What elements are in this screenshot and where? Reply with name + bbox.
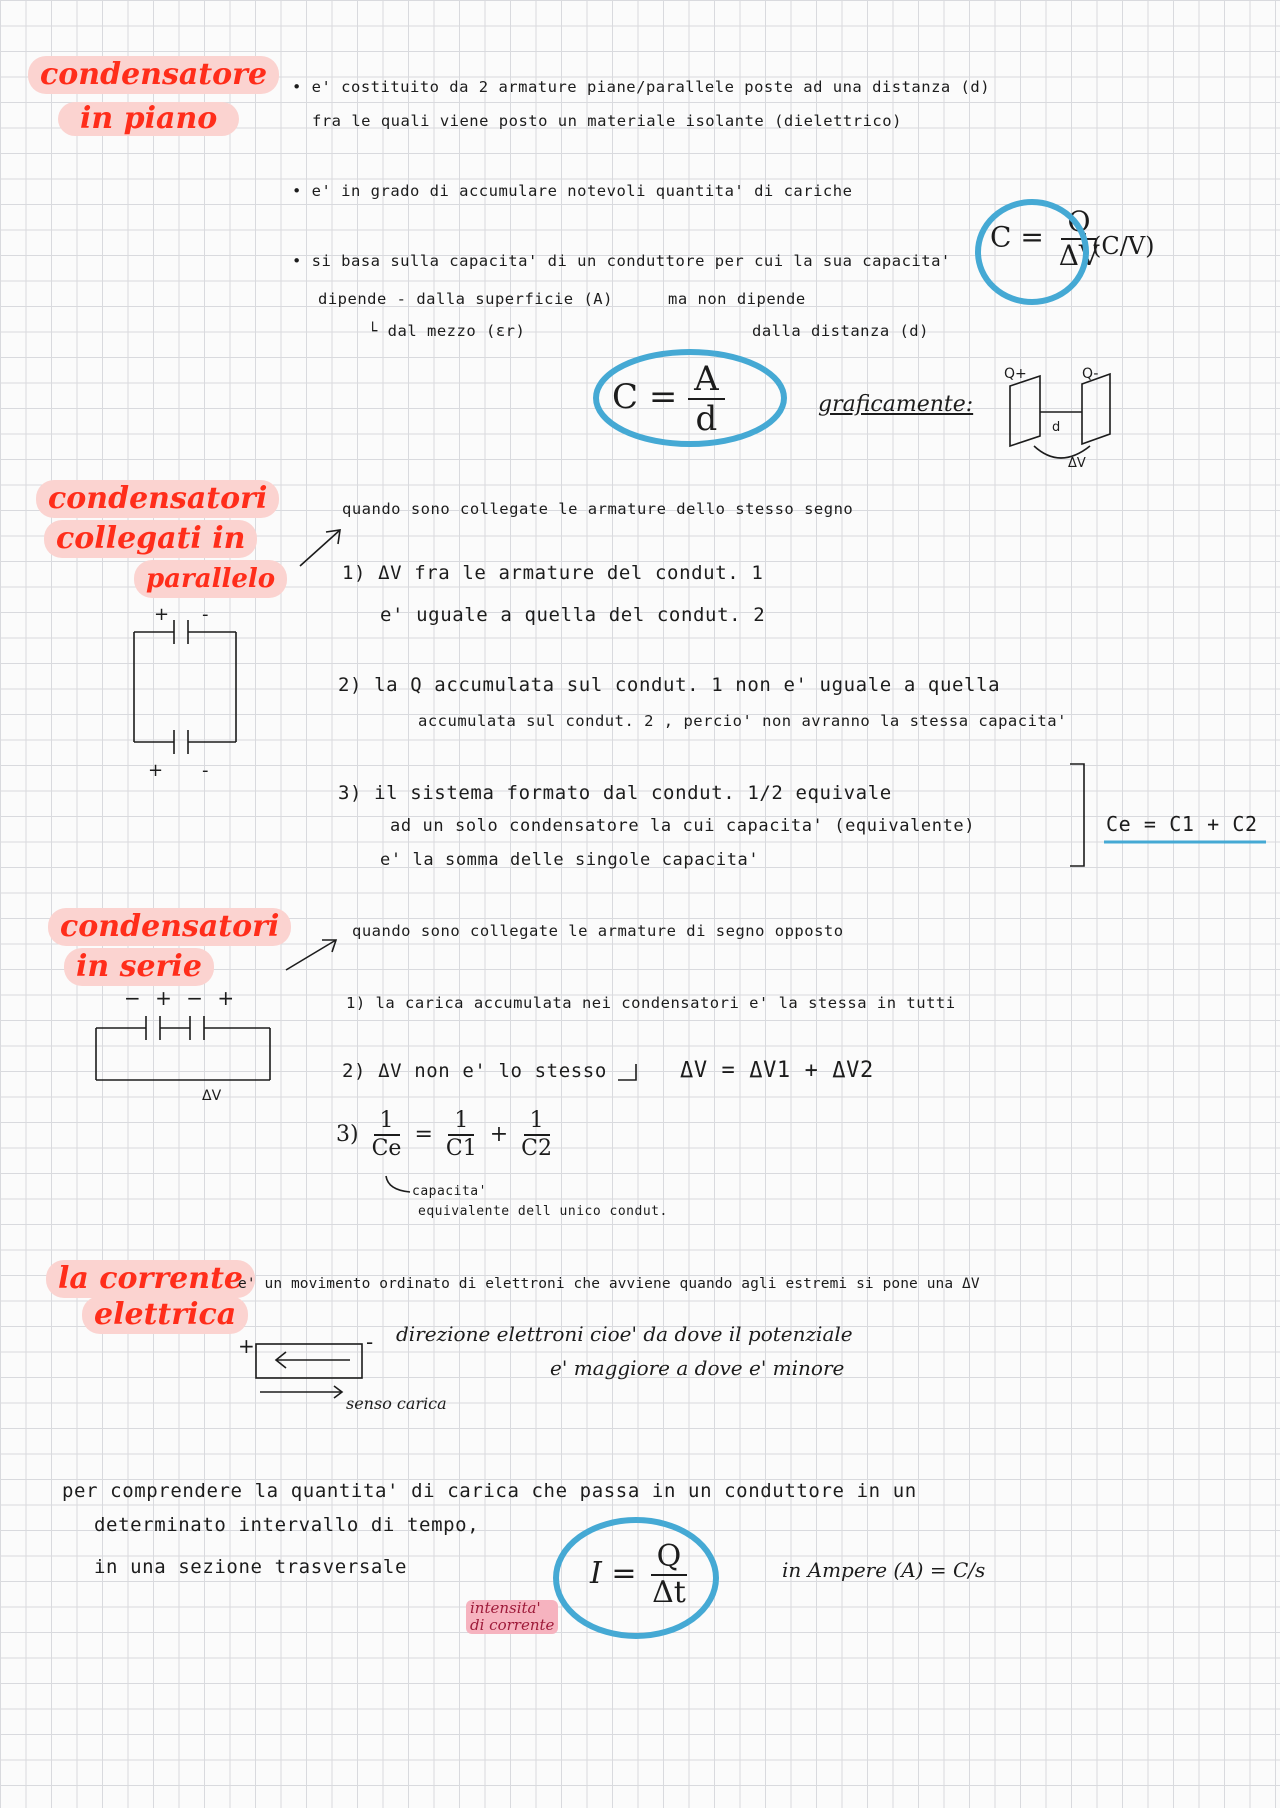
highlight-circle-c-a-d <box>596 352 784 444</box>
plus-sign: + <box>489 1122 509 1147</box>
capacita-equivalente-label: equivalente dell unico condut. <box>418 1204 668 1219</box>
corrente-definition: e' un movimento ordinato di elettroni che avviene quando agli estremi si pone una ΔV <box>238 1276 980 1292</box>
bullet-2: • e' in grado di accumulare notevoli quantita' di cariche <box>292 182 853 200</box>
tag-line: intensita' <box>470 1599 541 1617</box>
title-line: in piano <box>80 101 218 136</box>
senso-carica-label: senso carica <box>346 1394 447 1413</box>
title-line: collegati in <box>56 521 246 556</box>
highlight-circle-intensita <box>556 1520 716 1636</box>
parallelo-sign-plus-bottom: + <box>148 760 164 781</box>
bullet-1-line-1: • e' costituito da 2 armature piane/parallele poste ad una distanza (d) <box>292 78 991 96</box>
dv-arc <box>1034 446 1090 458</box>
plate-pos-label: Q+ <box>1004 366 1027 382</box>
fraction-numerator: 1 <box>448 1110 474 1136</box>
parallel-circuit <box>134 620 236 754</box>
fraction-denominator: C1 <box>445 1136 477 1161</box>
title-line: condensatori <box>48 481 268 516</box>
title-line: condensatori <box>60 909 280 944</box>
title-line: la corrente <box>58 1261 244 1296</box>
wire-rectangle <box>256 1344 362 1378</box>
intensita-symbol: I <box>590 1556 602 1591</box>
fraction-denominator: Δt <box>652 1575 686 1610</box>
parallelo-sign-plus-top: + <box>154 604 170 625</box>
title-line: condensatore <box>40 57 268 92</box>
fraction-numerator: A <box>688 362 725 400</box>
fraction-denominator: Ce <box>371 1136 402 1161</box>
plate-dv-label: ΔV <box>1068 456 1086 471</box>
graficamente-label: graficamente: <box>818 392 974 417</box>
corrente-plus: + <box>238 1334 255 1358</box>
parallelo-point-2-line-2: accumulata sul condut. 2 , percio' non avranno la stessa capacita' <box>418 712 1067 730</box>
direzione-elettroni-line-1: direzione elettroni cioe' da dove il potenziale <box>396 1322 853 1346</box>
parallelo-point-2-line-1: 2) la Q accumulata sul condut. 1 non e' uguale a quella <box>338 674 1001 696</box>
serie-dv-label: ΔV <box>202 1088 222 1104</box>
plate-negative <box>1082 374 1110 444</box>
fraction-denominator: d <box>695 399 718 439</box>
parallelo-sign-minus-top: - <box>202 604 209 625</box>
serie-signs: − + − + <box>124 986 239 1010</box>
title-line: in serie <box>76 949 202 984</box>
tag-line: di corrente <box>470 1616 555 1634</box>
title-line: elettrica <box>94 1297 237 1332</box>
plate-d-label: d <box>1052 420 1061 435</box>
parallelo-point-1-line-1: 1) ΔV fra le armature del condut. 1 <box>342 562 764 584</box>
parallelo-point-3-line-1: 3) il sistema formato dal condut. 1/2 equivale <box>338 782 892 804</box>
ampere-unit: in Ampere (A) = C/s <box>782 1558 986 1582</box>
fraction-denominator: ΔV <box>1058 239 1100 272</box>
fraction-numerator: Q <box>1061 208 1096 240</box>
capacita-label: capacita' <box>412 1184 487 1199</box>
bullet-3-line-3: └ dal mezzo (εr) <box>368 322 526 340</box>
parallelo-intro: quando sono collegate le armature dello stesso segno <box>342 500 854 518</box>
plate-positive <box>1010 376 1040 446</box>
bullet-3-line-2: dipende - dalla superficie (A) <box>318 290 613 308</box>
bullet-3-line-1: • si basa sulla capacita' di un conduttore per cui la sua capacita' <box>292 252 951 270</box>
serie-point-2: 2) ΔV non e' lo stesso <box>342 1060 607 1082</box>
serie-point-2-formula: ΔV = ΔV1 + ΔV2 <box>680 1058 874 1083</box>
bullet-1-line-2: fra le quali viene posto un materiale isolante (dielettrico) <box>312 112 902 130</box>
direzione-elettroni-line-2: e' maggiore a dove e' minore <box>550 1356 845 1380</box>
equals-sign: = <box>611 1556 637 1591</box>
parallelo-point-3-line-3: e' la somma delle singole capacita' <box>380 850 760 870</box>
parallelo-sign-minus-bottom: - <box>202 760 209 781</box>
equals-sign: = <box>414 1122 433 1147</box>
serie-intro: quando sono collegate le armature di segno opposto <box>352 922 844 940</box>
formula-lhs: C = <box>990 220 1044 254</box>
bullet-3-distanza: dalla distanza (d) <box>752 322 929 340</box>
intensita-line-2: determinato intervallo di tempo, <box>94 1514 480 1536</box>
parallelo-point-1-line-2: e' uguale a quella del condut. 2 <box>380 604 766 626</box>
formula-unit: (C/V) <box>1092 232 1155 260</box>
serie-point-1: 1) la carica accumulata nei condensatori e' la stessa in tutti <box>346 994 956 1012</box>
title-line: parallelo <box>146 564 276 594</box>
point-number: 3) <box>336 1122 359 1147</box>
formula-lhs: C = <box>612 377 678 417</box>
intensita-line-1: per comprendere la quantita' di carica che passa in un conduttore in un <box>62 1480 917 1502</box>
series-circuit <box>96 1016 270 1080</box>
intensita-line-3: in una sezione trasversale <box>94 1556 408 1578</box>
fraction-numerator: Q <box>651 1542 688 1576</box>
fraction-numerator: 1 <box>524 1110 550 1136</box>
fraction-numerator: 1 <box>374 1110 400 1136</box>
corrente-minus: - <box>366 1330 374 1354</box>
parallelo-point-3-line-2: ad un solo condensatore la cui capacita' (equivalente) <box>390 816 976 836</box>
parallelo-formula: Ce = C1 + C2 <box>1106 812 1258 836</box>
bullet-3-ma: ma non dipende <box>668 290 806 308</box>
highlight-circle-c-q-dv <box>978 202 1086 302</box>
plate-neg-label: Q- <box>1082 366 1099 382</box>
fraction-denominator: C2 <box>521 1136 553 1161</box>
